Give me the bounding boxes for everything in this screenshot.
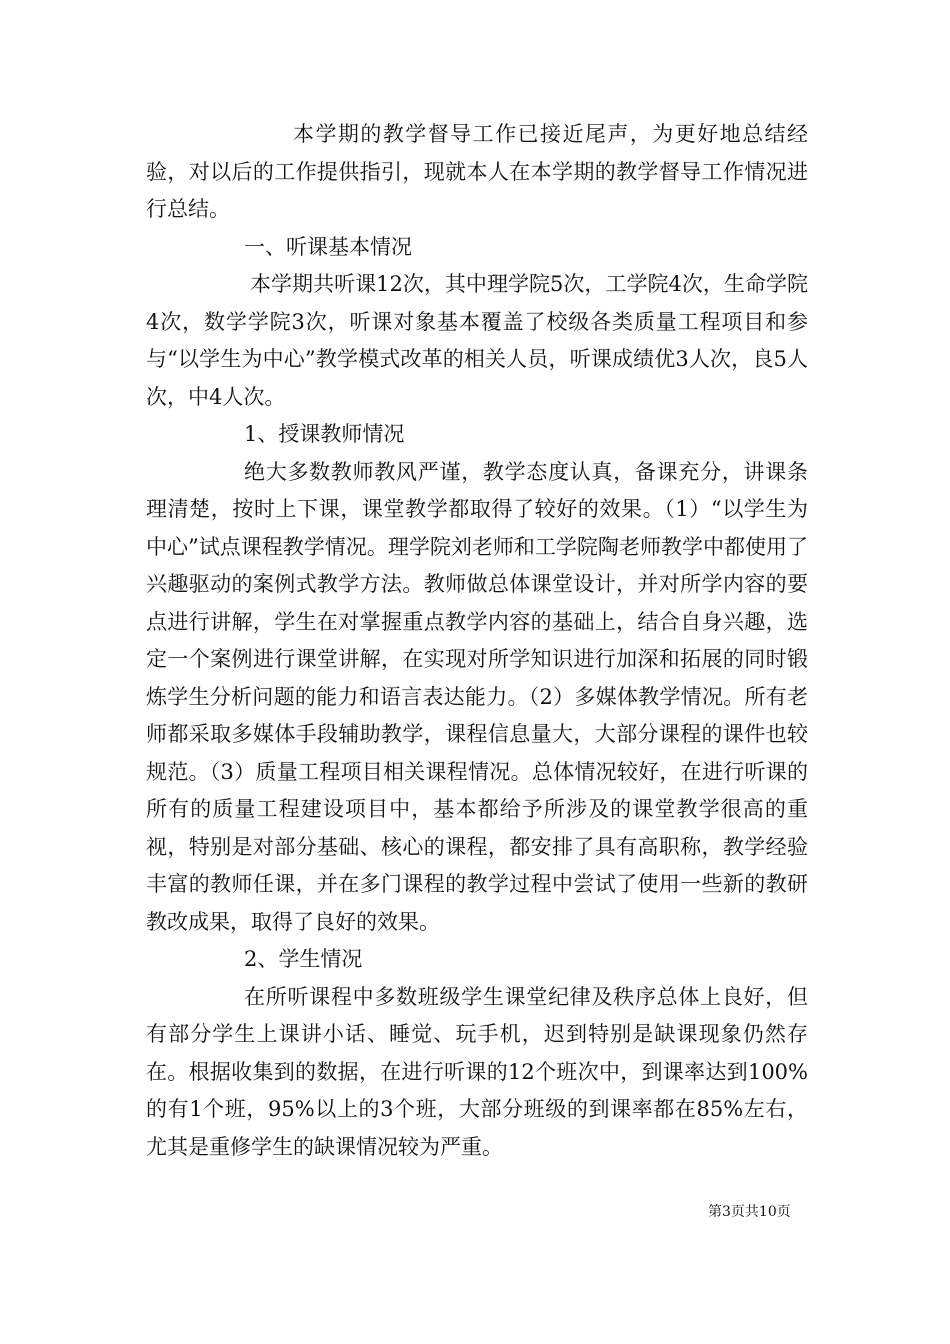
- listening-summary-paragraph: 本学期共听课12次，其中理学院5次，工学院4次，生命学院4次，数学学院3次，听课对象基本覆盖了校级各类质量工程项目和参与“以学生为中心”教学模式改革的相关人员，听课成绩优3人次，良5人次，中4人次。: [146, 272, 808, 409]
- subheading-teachers: 1、授课教师情况: [244, 422, 405, 446]
- page-number-footer: 第3页共10页: [708, 1204, 791, 1220]
- section-heading-listening: 一、听课基本情况: [244, 234, 412, 259]
- intro-paragraph: 本学期的教学督导工作已接近尾声，为更好地总结经验，对以后的工作提供指引，现就本人在本学期的教学督导工作情况进行总结。: [146, 122, 808, 221]
- teachers-paragraph: 绝大多数教师教风严谨，教学态度认真，备课充分，讲课条理清楚，按时上下课，课堂教学都取得了较好的效果。（1）“以学生为中心”试点课程教学情况。理学院刘老师和工学院陶老师教学中都使用了兴趣驱动的案例式教学方法。教师做总体课堂设计，并对所学内容的要点进行讲解，学生在对掌握重点教学内容的基础上，结合自身兴趣，选定一个案例进行课堂讲解，在实现对所学知识进行加深和拓展的同时锻炼学生分析问题的能力和语言表达能力。（2）多媒体教学情况。所有老师都采取多媒体手段辅助教学，课程信息量大，大部分课程的课件也较规范。（3）质量工程项目相关课程情况。总体情况较好，在进行听课的所有的质量工程建设项目中，基本都给予所涉及的课堂教学很高的重视，特别是对部分基础、核心的课程，都安排了具有高职称，教学经验丰富的教师任课，并在多门课程的教学过程中尝试了使用一些新的教研教改成果，取得了良好的效果。: [146, 459, 808, 934]
- subheading-students: 2、学生情况: [244, 947, 363, 971]
- document-body: [146, 116, 808, 1166]
- students-paragraph: 在所听课程中多数班级学生课堂纪律及秩序总体上良好，但有部分学生上课讲小话、睡觉、玩手机，迟到特别是缺课现象仍然存在。根据收集到的数据，在进行听课的12个班次中，到课率达到100%的有1个班，95%以上的3个班，大部分班级的到课率都在85%左右，尤其是重修学生的缺课情况较为严重。: [146, 984, 808, 1159]
